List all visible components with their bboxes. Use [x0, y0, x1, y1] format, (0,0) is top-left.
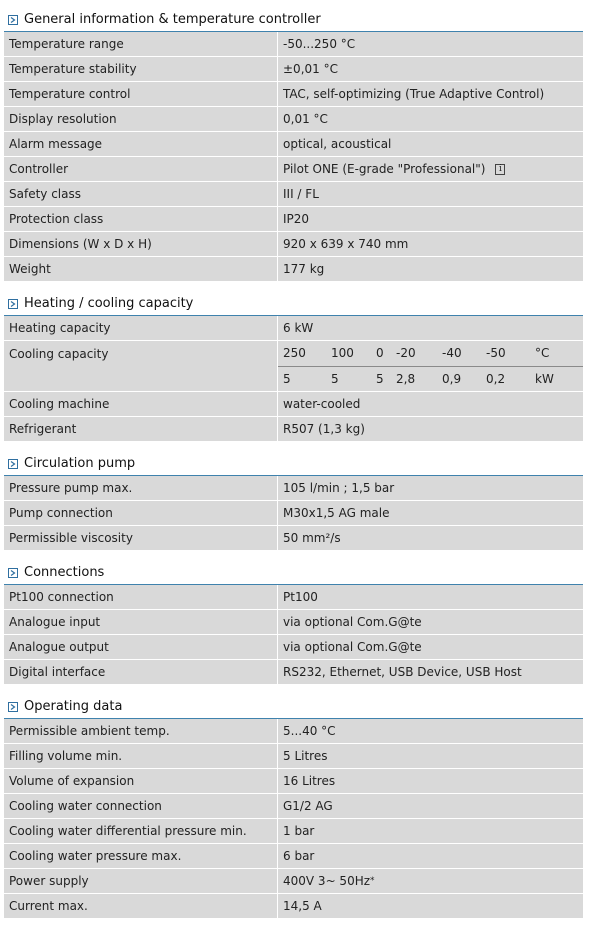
- spec-value: R507 (1,3 kg): [278, 417, 583, 441]
- spec-row: [4, 635, 583, 660]
- spec-label: Controller: [4, 157, 278, 181]
- spec-value: 177 kg: [278, 257, 583, 281]
- spec-row: [4, 232, 583, 257]
- section-header[interactable]: [4, 292, 583, 316]
- spec-value: III / FL: [278, 182, 583, 206]
- spec-row: [4, 610, 583, 635]
- spec-label: Cooling water differential pressure min.: [4, 819, 278, 843]
- spec-value: ±0,01 °C: [278, 57, 583, 81]
- spec-value: optical, acoustical: [278, 132, 583, 156]
- spec-value: 400V 3~ 50Hz: [283, 874, 371, 888]
- chevron-right-icon: [8, 702, 18, 712]
- spec-label: Power supply: [4, 869, 278, 893]
- spec-row: [4, 660, 583, 685]
- spec-row: [4, 819, 583, 844]
- spec-row: [4, 82, 583, 107]
- spec-label: Temperature stability: [4, 57, 278, 81]
- spec-row: [4, 316, 583, 341]
- spec-value: TAC, self-optimizing (True Adaptive Control): [278, 82, 583, 106]
- spec-value: RS232, Ethernet, USB Device, USB Host: [278, 660, 583, 684]
- spec-row: [4, 844, 583, 869]
- cooling-value: 5: [283, 371, 291, 386]
- section-connections: [4, 561, 583, 685]
- spec-label: Temperature control: [4, 82, 278, 106]
- spec-label: Filling volume min.: [4, 744, 278, 768]
- cooling-temp: -20: [396, 346, 416, 361]
- spec-value: 16 Litres: [278, 769, 583, 793]
- spec-value-cell: [278, 869, 583, 893]
- section-operating-data: [4, 695, 583, 919]
- cooling-temp: -40: [442, 346, 462, 361]
- spec-row: [4, 869, 583, 894]
- cooling-temps-row: [278, 341, 583, 367]
- spec-row-cooling-capacity: [4, 341, 583, 392]
- spec-label: Temperature range: [4, 32, 278, 56]
- spec-label: Refrigerant: [4, 417, 278, 441]
- section-title: Connections: [24, 565, 105, 580]
- spec-row: [4, 501, 583, 526]
- section-title: Heating / cooling capacity: [24, 296, 194, 311]
- spec-row: [4, 526, 583, 551]
- spec-label: Digital interface: [4, 660, 278, 684]
- footnote-mark: *: [370, 876, 375, 886]
- cooling-temp: 250: [283, 346, 306, 361]
- section-title: General information & temperature controller: [24, 12, 321, 27]
- cooling-capacity-table: [278, 341, 583, 391]
- spec-value: M30x1,5 AG male: [278, 501, 583, 525]
- spec-value: 14,5 A: [278, 894, 583, 918]
- spec-value: 0,01 °C: [278, 107, 583, 131]
- spec-row: [4, 392, 583, 417]
- spec-row: [4, 894, 583, 919]
- spec-value: 6 bar: [278, 844, 583, 868]
- spec-value: 6 kW: [278, 316, 583, 340]
- spec-row: [4, 57, 583, 82]
- info-icon[interactable]: i: [495, 164, 505, 175]
- cooling-value: 5: [331, 371, 339, 386]
- cooling-temp: 100: [331, 346, 354, 361]
- cooling-value: 0,9: [442, 371, 462, 386]
- spec-value: 5...40 °C: [278, 719, 583, 743]
- spec-row: [4, 132, 583, 157]
- spec-label: Volume of expansion: [4, 769, 278, 793]
- cooling-temp: -50: [486, 346, 506, 361]
- spec-label: Cooling capacity: [4, 341, 278, 391]
- spec-value: 1 bar: [278, 819, 583, 843]
- spec-row: [4, 476, 583, 501]
- spec-label: Dimensions (W x D x H): [4, 232, 278, 256]
- spec-value: 5 Litres: [278, 744, 583, 768]
- spec-row: [4, 257, 583, 282]
- chevron-right-icon: [8, 15, 18, 25]
- section-title: Operating data: [24, 699, 123, 714]
- cooling-value: 2,8: [396, 371, 416, 386]
- cooling-temp-unit: °C: [535, 346, 550, 361]
- spec-row: [4, 32, 583, 57]
- spec-label: Display resolution: [4, 107, 278, 131]
- spec-value: 50 mm²/s: [278, 526, 583, 550]
- spec-label: Safety class: [4, 182, 278, 206]
- spec-label: Pressure pump max.: [4, 476, 278, 500]
- spec-value-cell: [278, 157, 583, 181]
- spec-row: [4, 157, 583, 182]
- spec-label: Analogue input: [4, 610, 278, 634]
- chevron-right-icon: [8, 459, 18, 469]
- spec-value: via optional Com.G@te: [278, 635, 583, 659]
- spec-value: -50...250 °C: [278, 32, 583, 56]
- spec-label: Heating capacity: [4, 316, 278, 340]
- spec-row: [4, 794, 583, 819]
- spec-label: Cooling water connection: [4, 794, 278, 818]
- chevron-right-icon: [8, 568, 18, 578]
- spec-value: 105 l/min ; 1,5 bar: [278, 476, 583, 500]
- section-title: Circulation pump: [24, 456, 136, 471]
- spec-row: [4, 107, 583, 132]
- spec-label: Cooling machine: [4, 392, 278, 416]
- spec-value: IP20: [278, 207, 583, 231]
- section-header[interactable]: [4, 561, 583, 585]
- spec-value: via optional Com.G@te: [278, 610, 583, 634]
- section-general: [4, 8, 583, 282]
- spec-row: [4, 417, 583, 442]
- section-header[interactable]: [4, 695, 583, 719]
- spec-row: [4, 207, 583, 232]
- spec-row: [4, 585, 583, 610]
- spec-value: G1/2 AG: [278, 794, 583, 818]
- spec-label: Pt100 connection: [4, 585, 278, 609]
- section-circulation-pump: [4, 452, 583, 551]
- spec-label: Permissible ambient temp.: [4, 719, 278, 743]
- cooling-values-row: [278, 367, 583, 392]
- spec-label: Alarm message: [4, 132, 278, 156]
- spec-row: [4, 719, 583, 744]
- spec-label: Current max.: [4, 894, 278, 918]
- spec-value: Pt100: [278, 585, 583, 609]
- spec-label: Cooling water pressure max.: [4, 844, 278, 868]
- cooling-temp: 0: [376, 346, 384, 361]
- spec-value: 920 x 639 x 740 mm: [278, 232, 583, 256]
- section-header[interactable]: [4, 8, 583, 32]
- spec-label: Pump connection: [4, 501, 278, 525]
- cooling-value-unit: kW: [535, 371, 554, 386]
- spec-row: [4, 744, 583, 769]
- cooling-value: 5: [376, 371, 384, 386]
- section-heating-cooling: [4, 292, 583, 442]
- spec-row: [4, 182, 583, 207]
- spec-row: [4, 769, 583, 794]
- spec-label: Protection class: [4, 207, 278, 231]
- chevron-right-icon: [8, 299, 18, 309]
- spec-value: Pilot ONE (E-grade "Professional"): [283, 162, 486, 176]
- spec-label: Weight: [4, 257, 278, 281]
- section-header[interactable]: [4, 452, 583, 476]
- spec-label: Permissible viscosity: [4, 526, 278, 550]
- cooling-value: 0,2: [486, 371, 506, 386]
- spec-value: water-cooled: [278, 392, 583, 416]
- spec-label: Analogue output: [4, 635, 278, 659]
